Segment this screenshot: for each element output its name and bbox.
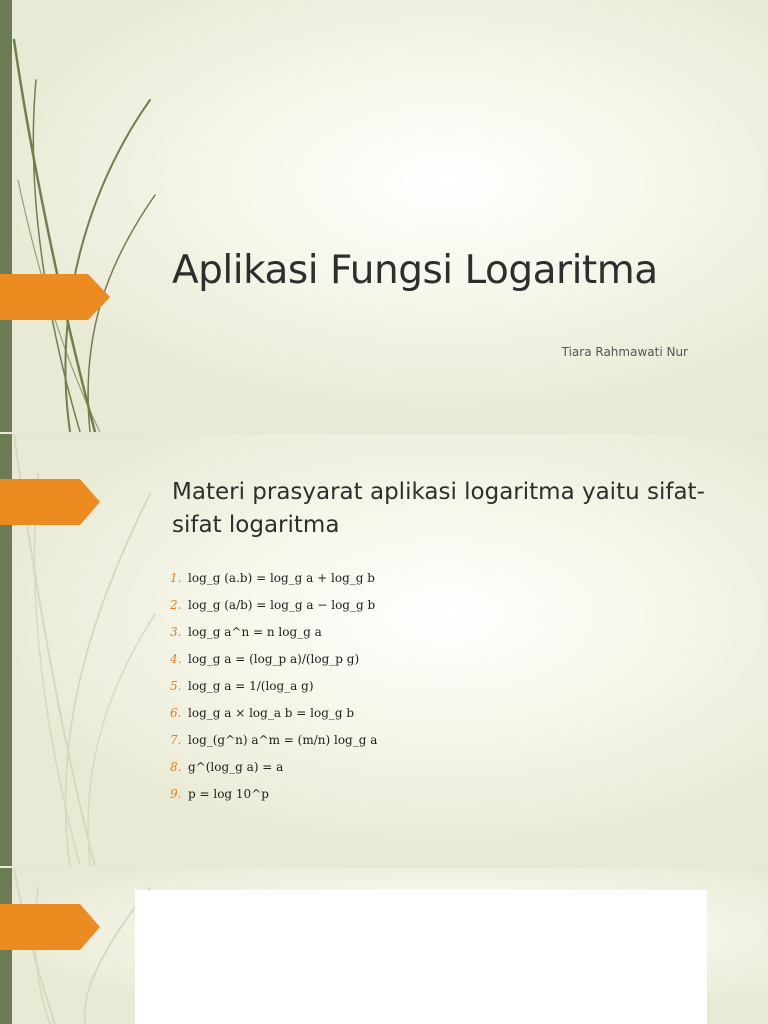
formula-number: 7. — [170, 733, 182, 747]
page-title: Aplikasi Fungsi Logaritma — [172, 248, 658, 293]
formula-item — [170, 784, 377, 811]
formula-item — [170, 622, 377, 649]
formula-number: 1. — [170, 571, 182, 585]
slide-blank — [0, 868, 768, 1024]
formula-text: log_g a × log_a b = log_g b — [188, 706, 355, 720]
formula-number: 6. — [170, 706, 182, 720]
formula-item — [170, 703, 377, 730]
formula-text: log_g a^n = n log_g a — [188, 625, 322, 639]
author-name: Tiara Rahmawati Nur — [561, 345, 688, 359]
accent-arrow — [0, 274, 110, 320]
content-placeholder — [135, 890, 707, 1024]
formula-text: g^(log_g a) = a — [188, 760, 284, 774]
formula-item — [170, 649, 377, 676]
formula-number: 3. — [170, 625, 182, 639]
accent-arrow — [0, 904, 100, 950]
formula-text: log_g a = 1/(log_a g) — [188, 679, 314, 693]
formula-item — [170, 595, 377, 622]
formula-text: log_(g^n) a^m = (m/n) log_g a — [188, 733, 378, 747]
formula-number: 9. — [170, 787, 182, 801]
swoosh-decoration — [0, 0, 160, 432]
slide-title — [0, 0, 768, 432]
formula-text: log_g (a/b) = log_g a − log_g b — [188, 598, 376, 612]
formula-number: 5. — [170, 679, 182, 693]
formula-list — [170, 568, 377, 811]
formula-item — [170, 757, 377, 784]
formula-number: 4. — [170, 652, 182, 666]
formula-item — [170, 730, 377, 757]
slide-heading: Materi prasyarat aplikasi logaritma yaitu sifat-sifat logaritma — [172, 479, 705, 538]
formula-text: p = log 10^p — [188, 787, 269, 801]
formula-text: log_g a = (log_p a)/(log_p g) — [188, 652, 360, 666]
formula-item — [170, 676, 377, 703]
slide-properties — [0, 434, 768, 866]
formula-number: 2. — [170, 598, 182, 612]
accent-arrow — [0, 479, 100, 525]
formula-number: 8. — [170, 760, 182, 774]
formula-item — [170, 568, 377, 595]
formula-text: log_g (a.b) = log_g a + log_g b — [188, 571, 375, 585]
